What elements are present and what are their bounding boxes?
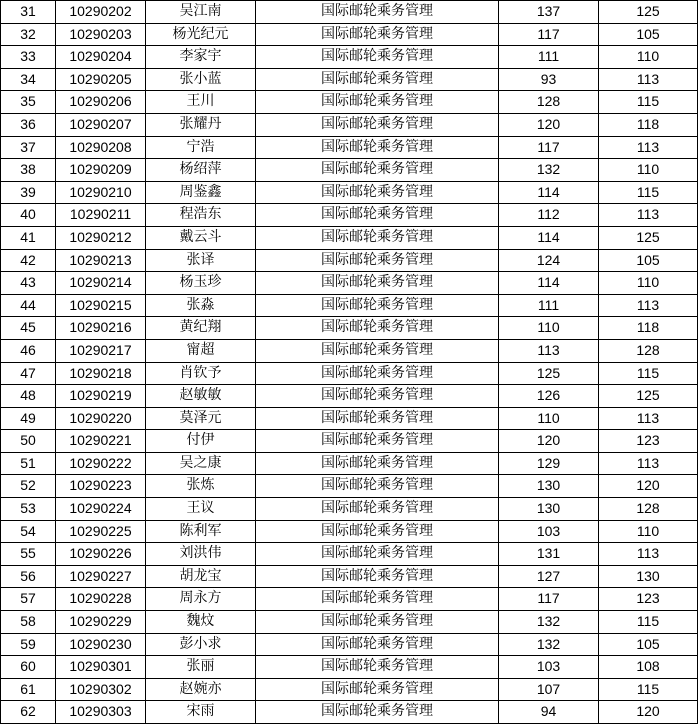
cell-score-one: 137 [499,1,599,24]
cell-student-id: 10290214 [56,272,146,295]
cell-score-two: 113 [599,204,698,227]
cell-student-name: 周永方 [146,588,256,611]
cell-score-two: 115 [599,611,698,634]
cell-index: 58 [1,611,56,634]
cell-student-id: 10290219 [56,385,146,408]
table-row [1,362,698,385]
cell-score-two: 115 [599,91,698,114]
cell-index: 50 [1,430,56,453]
cell-student-name: 周鉴鑫 [146,181,256,204]
cell-score-two: 113 [599,407,698,430]
cell-index: 60 [1,656,56,679]
cell-student-id: 10290227 [56,565,146,588]
cell-score-one: 131 [499,543,599,566]
table-row [1,181,698,204]
cell-student-name: 付伊 [146,430,256,453]
cell-student-id: 10290207 [56,113,146,136]
cell-score-one: 110 [499,317,599,340]
cell-index: 35 [1,91,56,114]
cell-student-name: 彭小求 [146,633,256,656]
cell-student-id: 10290209 [56,159,146,182]
table-row [1,385,698,408]
table-row [1,226,698,249]
cell-score-two: 115 [599,181,698,204]
cell-score-two: 120 [599,701,698,724]
cell-major: 国际邮轮乘务管理 [256,1,499,24]
cell-score-two: 115 [599,678,698,701]
cell-score-one: 132 [499,611,599,634]
cell-major: 国际邮轮乘务管理 [256,543,499,566]
table-row [1,633,698,656]
cell-student-name: 李家宇 [146,46,256,69]
cell-student-name: 张译 [146,249,256,272]
cell-student-name: 魏炆 [146,611,256,634]
table-row [1,430,698,453]
cell-major: 国际邮轮乘务管理 [256,430,499,453]
cell-major: 国际邮轮乘务管理 [256,317,499,340]
cell-major: 国际邮轮乘务管理 [256,452,499,475]
table-body [1,1,698,724]
cell-student-id: 10290202 [56,1,146,24]
cell-student-id: 10290213 [56,249,146,272]
cell-index: 54 [1,520,56,543]
cell-student-id: 10290210 [56,181,146,204]
cell-major: 国际邮轮乘务管理 [256,91,499,114]
cell-major: 国际邮轮乘务管理 [256,339,499,362]
cell-student-name: 王川 [146,91,256,114]
cell-score-two: 110 [599,159,698,182]
cell-score-one: 117 [499,588,599,611]
cell-student-id: 10290216 [56,317,146,340]
cell-student-id: 10290229 [56,611,146,634]
table-row [1,611,698,634]
cell-student-id: 10290224 [56,498,146,521]
cell-student-name: 肖钦予 [146,362,256,385]
table-row [1,339,698,362]
cell-score-one: 132 [499,159,599,182]
cell-score-one: 114 [499,272,599,295]
cell-score-one: 125 [499,362,599,385]
cell-student-id: 10290218 [56,362,146,385]
cell-student-id: 10290211 [56,204,146,227]
cell-score-two: 105 [599,249,698,272]
cell-major: 国际邮轮乘务管理 [256,498,499,521]
cell-student-name: 杨绍萍 [146,159,256,182]
cell-student-name: 张耀丹 [146,113,256,136]
cell-index: 59 [1,633,56,656]
cell-student-name: 胡龙宝 [146,565,256,588]
cell-score-two: 128 [599,498,698,521]
cell-student-name: 杨光纪元 [146,23,256,46]
cell-student-name: 吴江南 [146,1,256,24]
cell-score-two: 113 [599,543,698,566]
cell-major: 国际邮轮乘务管理 [256,136,499,159]
table-row [1,91,698,114]
cell-major: 国际邮轮乘务管理 [256,226,499,249]
cell-student-name: 宁浩 [146,136,256,159]
cell-major: 国际邮轮乘务管理 [256,204,499,227]
cell-score-two: 113 [599,68,698,91]
table-row [1,543,698,566]
cell-major: 国际邮轮乘务管理 [256,565,499,588]
cell-index: 46 [1,339,56,362]
cell-score-two: 105 [599,23,698,46]
cell-student-id: 10290230 [56,633,146,656]
cell-index: 61 [1,678,56,701]
cell-student-id: 10290225 [56,520,146,543]
cell-score-two: 125 [599,1,698,24]
cell-index: 48 [1,385,56,408]
cell-major: 国际邮轮乘务管理 [256,633,499,656]
cell-student-id: 10290212 [56,226,146,249]
cell-index: 43 [1,272,56,295]
cell-score-two: 105 [599,633,698,656]
table-row [1,68,698,91]
cell-score-two: 125 [599,385,698,408]
cell-student-id: 10290220 [56,407,146,430]
cell-score-two: 110 [599,272,698,295]
cell-index: 49 [1,407,56,430]
table-row [1,407,698,430]
table-row [1,565,698,588]
cell-index: 36 [1,113,56,136]
cell-major: 国际邮轮乘务管理 [256,385,499,408]
cell-index: 44 [1,294,56,317]
cell-major: 国际邮轮乘务管理 [256,294,499,317]
cell-score-one: 94 [499,701,599,724]
cell-major: 国际邮轮乘务管理 [256,272,499,295]
cell-index: 47 [1,362,56,385]
table-row [1,452,698,475]
table-row [1,294,698,317]
cell-score-one: 114 [499,181,599,204]
cell-score-two: 110 [599,520,698,543]
cell-student-id: 10290228 [56,588,146,611]
cell-student-name: 杨玉珍 [146,272,256,295]
cell-student-id: 10290222 [56,452,146,475]
cell-score-one: 130 [499,475,599,498]
cell-major: 国际邮轮乘务管理 [256,23,499,46]
cell-score-one: 103 [499,520,599,543]
table-row [1,656,698,679]
cell-score-two: 113 [599,294,698,317]
cell-index: 55 [1,543,56,566]
cell-student-id: 10290302 [56,678,146,701]
cell-student-name: 戴云斗 [146,226,256,249]
table-row [1,1,698,24]
cell-score-two: 120 [599,475,698,498]
cell-student-id: 10290226 [56,543,146,566]
cell-student-name: 吴之康 [146,452,256,475]
cell-major: 国际邮轮乘务管理 [256,520,499,543]
table-row [1,701,698,724]
cell-student-name: 甯超 [146,339,256,362]
table-row [1,272,698,295]
cell-major: 国际邮轮乘务管理 [256,249,499,272]
cell-score-two: 113 [599,452,698,475]
cell-student-id: 10290204 [56,46,146,69]
cell-major: 国际邮轮乘务管理 [256,113,499,136]
table-row [1,317,698,340]
cell-student-name: 张小蓝 [146,68,256,91]
table-row [1,678,698,701]
cell-score-two: 113 [599,136,698,159]
cell-student-name: 张淼 [146,294,256,317]
cell-major: 国际邮轮乘务管理 [256,407,499,430]
table-row [1,204,698,227]
table-row [1,498,698,521]
cell-student-name: 赵敏敏 [146,385,256,408]
cell-index: 53 [1,498,56,521]
cell-index: 42 [1,249,56,272]
cell-score-one: 126 [499,385,599,408]
cell-student-name: 宋雨 [146,701,256,724]
cell-index: 34 [1,68,56,91]
cell-student-name: 王议 [146,498,256,521]
cell-student-id: 10290223 [56,475,146,498]
cell-student-id: 10290221 [56,430,146,453]
cell-score-one: 127 [499,565,599,588]
table-row [1,23,698,46]
table-row [1,136,698,159]
cell-score-one: 110 [499,407,599,430]
cell-student-id: 10290208 [56,136,146,159]
cell-student-name: 黄纪翔 [146,317,256,340]
cell-score-one: 103 [499,656,599,679]
cell-major: 国际邮轮乘务管理 [256,181,499,204]
cell-student-name: 张炼 [146,475,256,498]
table-row [1,249,698,272]
cell-score-one: 114 [499,226,599,249]
cell-major: 国际邮轮乘务管理 [256,68,499,91]
cell-major: 国际邮轮乘务管理 [256,588,499,611]
cell-student-id: 10290303 [56,701,146,724]
cell-score-two: 123 [599,588,698,611]
cell-score-one: 117 [499,136,599,159]
cell-index: 56 [1,565,56,588]
table-row [1,46,698,69]
cell-score-two: 128 [599,339,698,362]
cell-score-two: 130 [599,565,698,588]
cell-index: 31 [1,1,56,24]
cell-index: 33 [1,46,56,69]
cell-index: 51 [1,452,56,475]
cell-score-two: 110 [599,46,698,69]
cell-score-two: 125 [599,226,698,249]
cell-score-one: 124 [499,249,599,272]
cell-major: 国际邮轮乘务管理 [256,611,499,634]
cell-major: 国际邮轮乘务管理 [256,159,499,182]
table-row [1,520,698,543]
cell-major: 国际邮轮乘务管理 [256,656,499,679]
cell-student-name: 莫泽元 [146,407,256,430]
cell-score-two: 123 [599,430,698,453]
cell-score-one: 132 [499,633,599,656]
cell-student-name: 赵婉亦 [146,678,256,701]
cell-score-one: 112 [499,204,599,227]
cell-index: 45 [1,317,56,340]
cell-index: 40 [1,204,56,227]
cell-index: 41 [1,226,56,249]
cell-score-one: 130 [499,498,599,521]
cell-major: 国际邮轮乘务管理 [256,701,499,724]
cell-major: 国际邮轮乘务管理 [256,46,499,69]
cell-student-name: 陈利军 [146,520,256,543]
table-row [1,113,698,136]
cell-student-id: 10290203 [56,23,146,46]
cell-score-two: 115 [599,362,698,385]
cell-score-one: 107 [499,678,599,701]
cell-major: 国际邮轮乘务管理 [256,475,499,498]
cell-score-one: 93 [499,68,599,91]
cell-score-two: 108 [599,656,698,679]
cell-student-name: 张丽 [146,656,256,679]
cell-score-one: 120 [499,113,599,136]
cell-score-one: 111 [499,46,599,69]
cell-index: 52 [1,475,56,498]
cell-score-one: 129 [499,452,599,475]
cell-score-one: 128 [499,91,599,114]
cell-student-id: 10290301 [56,656,146,679]
cell-student-id: 10290215 [56,294,146,317]
cell-score-one: 120 [499,430,599,453]
cell-major: 国际邮轮乘务管理 [256,678,499,701]
cell-student-id: 10290205 [56,68,146,91]
cell-score-two: 118 [599,317,698,340]
table-row [1,159,698,182]
cell-index: 57 [1,588,56,611]
cell-student-name: 程浩东 [146,204,256,227]
cell-major: 国际邮轮乘务管理 [256,362,499,385]
table-row [1,475,698,498]
cell-score-one: 117 [499,23,599,46]
cell-index: 32 [1,23,56,46]
cell-student-id: 10290206 [56,91,146,114]
table-row [1,588,698,611]
cell-student-id: 10290217 [56,339,146,362]
cell-student-name: 刘洪伟 [146,543,256,566]
cell-index: 62 [1,701,56,724]
cell-score-one: 111 [499,294,599,317]
cell-index: 37 [1,136,56,159]
cell-index: 38 [1,159,56,182]
cell-score-one: 113 [499,339,599,362]
cell-score-two: 118 [599,113,698,136]
cell-index: 39 [1,181,56,204]
